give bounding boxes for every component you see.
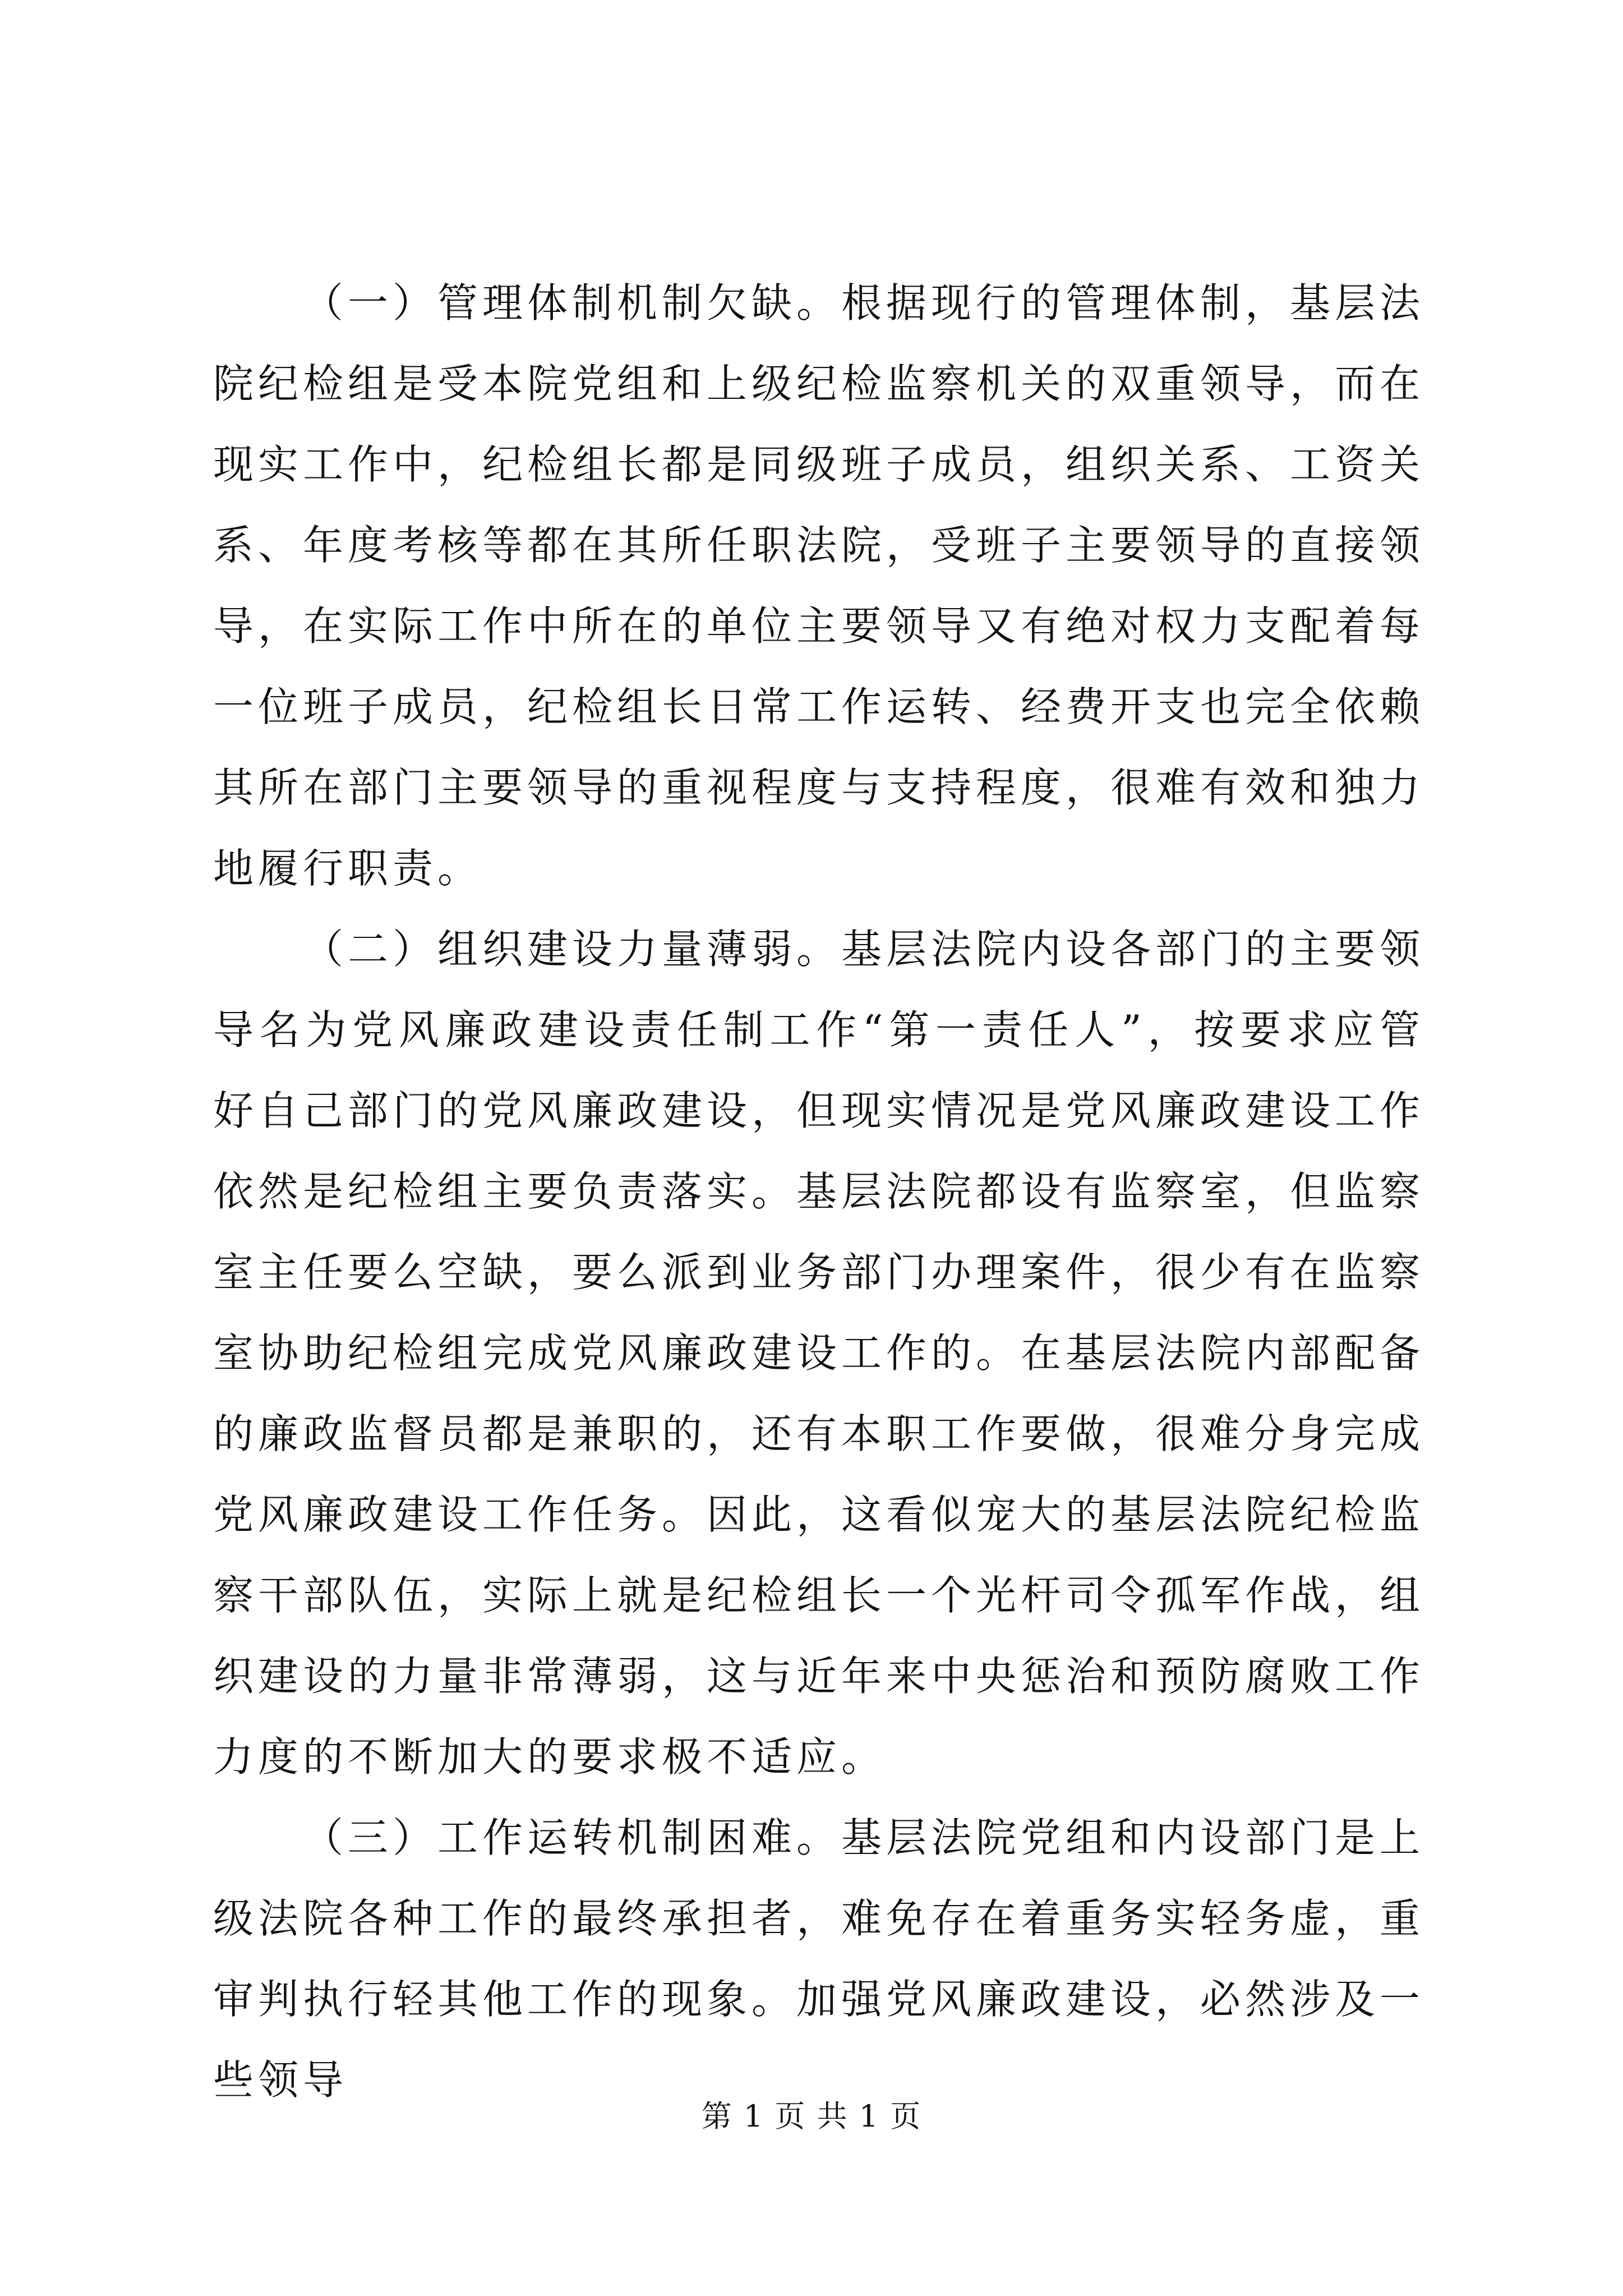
page-footer: 第 1 页 共 1 页: [701, 2099, 922, 2134]
paragraph-organization-building: （二）组织建设力量薄弱。基层法院内设各部门的主要领导名为党风廉政建设责任制工作“第一责任人”，按要求应管好自己部门的党风廉政建设，但现实情况是党风廉政建设工作依然是纪检组主要负责落实。基层法院都设有监察室，但监察室主任要么空缺，要么派到业务部门办理案件，很少有在监察室协助纪检组完成党风廉政建设工作的。在基层法院内部配备的廉政监督员都是兼职的，还有本职工作要做，很难分身完成党风廉政建设工作任务。因此，这看似宠大的基层法院纪检监察干部队伍，实际上就是纪检组长一个光杆司令孤军作战，组织建设的力量非常薄弱，这与近年来中央惩治和预防腐败工作力度的不断加大的要求极不适应。: [213, 926, 1425, 1780]
paragraph-management-system: （一）管理体制机制欠缺。根据现行的管理体制，基层法院纪检组是受本院党组和上级纪检监察机关的双重领导，而在现实工作中，纪检组长都是同级班子成员，组织关系、工资关系、年度考核等都在其所任职法院，受班子主要领导的直接领导，在实际工作中所在的单位主要领导又有绝对权力支配着每一位班子成员，纪检组长日常工作运转、经费开支也完全依赖其所在部门主要领导的重视程度与支持程度，很难有效和独力地履行职责。: [213, 279, 1425, 892]
paragraph-work-mechanism: （三）工作运转机制困难。基层法院党组和内设部门是上级法院各种工作的最终承担者，难免存在着重务实轻务虚，重审判执行轻其他工作的现象。加强党风廉政建设，必然涉及一些领导: [213, 1814, 1425, 2104]
document-body: [213, 263, 1424, 2120]
